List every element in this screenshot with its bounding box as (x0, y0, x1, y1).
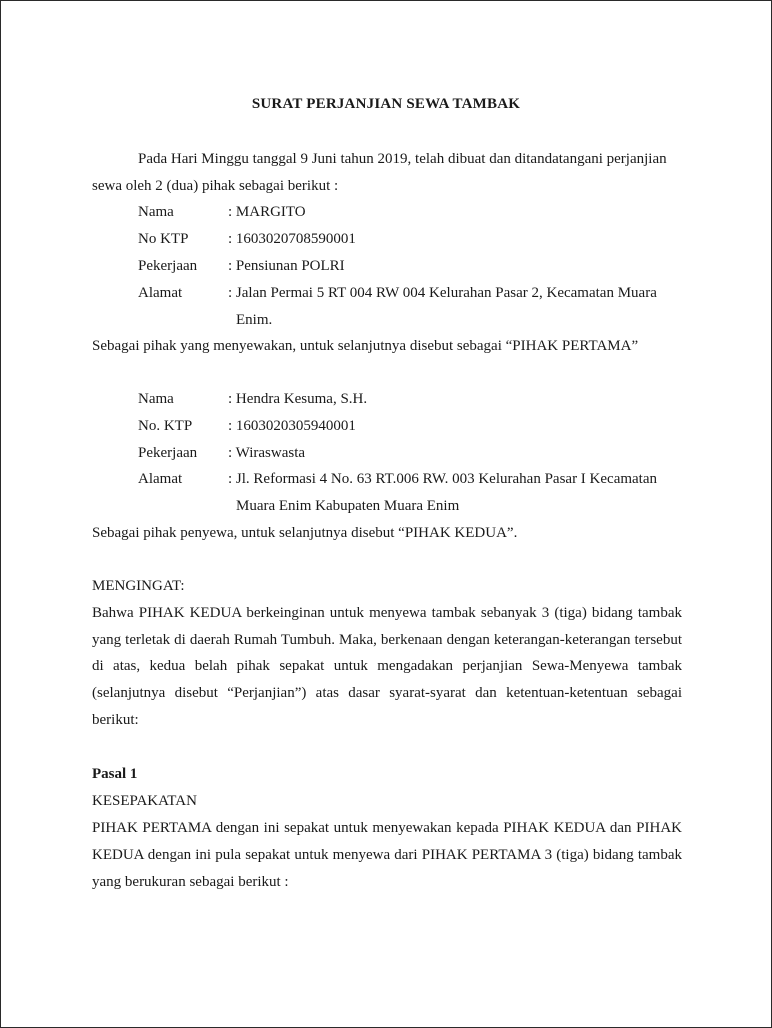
party2-name-label: Nama (138, 391, 174, 407)
party2-name-value: : Hendra Kesuma, S.H. (228, 391, 368, 407)
party1-name-value: : MARGITO (228, 204, 306, 220)
party1-job-label: Pekerjaan (138, 258, 198, 274)
pasal1-line-2: KEDUA dengan ini pula sepakat untuk menyewa dari PIHAK PERTAMA 3 (tiga) bidang tambak (92, 847, 682, 863)
pasal1-last-line: yang berukuran sebagai berikut : (92, 874, 289, 890)
document-title: SURAT PERJANJIAN SEWA TAMBAK (251, 96, 521, 112)
pasal1-heading: Pasal 1 (92, 766, 138, 782)
mengingat-heading: MENGINGAT: (92, 578, 185, 594)
party1-job-value: : Pensiunan POLRI (228, 258, 345, 274)
pasal1-subheading: KESEPAKATAN (92, 793, 197, 809)
party1-ktp-label: No KTP (138, 231, 189, 247)
party1-role: Sebagai pihak yang menyewakan, untuk selanjutnya disebut sebagai “PIHAK PERTAMA” (92, 338, 639, 354)
party2-ktp-label: No. KTP (138, 418, 193, 434)
party1-name-label: Nama (138, 204, 174, 220)
party2-address-label: Alamat (138, 471, 183, 487)
mengingat-last-line: berikut: (92, 712, 139, 728)
mengingat-line-2: yang terletak di daerah Rumah Tumbuh. Maka, berkenaan dengan keterangan-keterangan tersebut (92, 632, 682, 648)
mengingat-line-3: di atas, kedua belah pihak sepakat untuk mengadakan perjanjian Sewa-Menyewa tambak (92, 658, 682, 674)
party2-address-value-cont: Muara Enim Kabupaten Muara Enim (236, 498, 460, 514)
party2-role: Sebagai pihak penyewa, untuk selanjutnya disebut “PIHAK KEDUA”. (92, 525, 518, 541)
opening-line-2: sewa oleh 2 (dua) pihak sebagai berikut : (92, 178, 339, 194)
pasal1-line-1: PIHAK PERTAMA dengan ini sepakat untuk menyewakan kepada PIHAK KEDUA dan PIHAK (92, 820, 682, 836)
party1-ktp-value: : 1603020708590001 (228, 231, 356, 247)
party2-address-value: : Jl. Reformasi 4 No. 63 RT.006 RW. 003 Kelurahan Pasar I Kecamatan (228, 471, 658, 487)
party2-job-value: : Wiraswasta (228, 445, 306, 461)
party2-job-label: Pekerjaan (138, 445, 198, 461)
mengingat-line-1: Bahwa PIHAK KEDUA berkeinginan untuk menyewa tambak sebanyak 3 (tiga) bidang tambak (92, 605, 682, 621)
party1-address-value-cont: Enim. (236, 312, 273, 328)
party1-address-label: Alamat (138, 285, 183, 301)
party1-address-value: : Jalan Permai 5 RT 004 RW 004 Kelurahan Pasar 2, Kecamatan Muara (228, 285, 657, 301)
mengingat-line-4: (selanjutnya disebut “Perjanjian”) atas dasar syarat-syarat dan ketentuan-ketentuan sebagai (92, 685, 682, 701)
opening-line-1: Pada Hari Minggu tanggal 9 Juni tahun 2019, telah dibuat dan ditandatangani perjanjian (138, 151, 667, 167)
party2-ktp-value: : 1603020305940001 (228, 418, 356, 434)
